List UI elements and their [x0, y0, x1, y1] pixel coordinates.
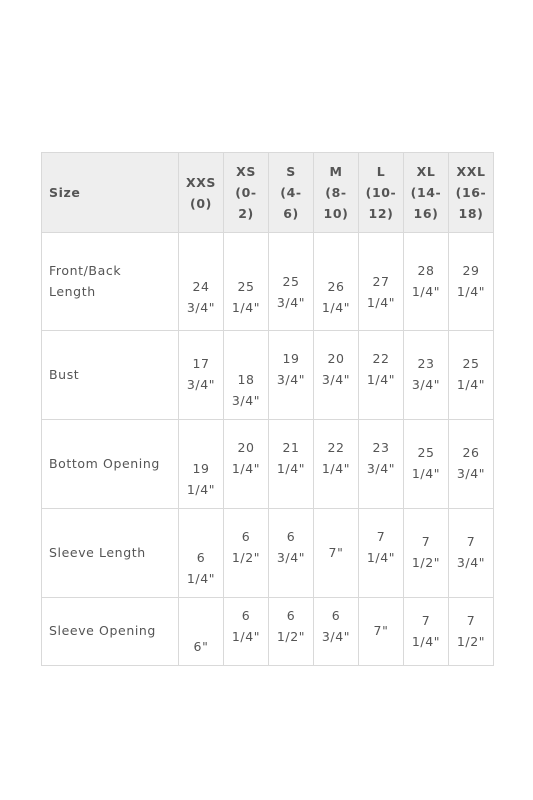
- cell-bust-l: 22 1/4": [359, 331, 404, 420]
- header-size-l: L (10- 12): [359, 153, 404, 233]
- cell-bust-xs: 18 3/4": [224, 331, 269, 420]
- cell-front-back-length-xxl: 29 1/4": [449, 233, 494, 331]
- cell-sleeve-length-xs: 6 1/2": [224, 509, 269, 598]
- table-row: [42, 420, 494, 509]
- cell-bottom-opening-xxl: 26 3/4": [449, 420, 494, 509]
- header-size-label: Size: [42, 153, 179, 233]
- cell-front-back-length-xs: 25 1/4": [224, 233, 269, 331]
- cell-bottom-opening-m: 22 1/4": [314, 420, 359, 509]
- header-size-xxl: XXL (16- 18): [449, 153, 494, 233]
- header-size-m: M (8- 10): [314, 153, 359, 233]
- cell-bust-s: 19 3/4": [269, 331, 314, 420]
- row-label-front-back-length: Front/Back Length: [42, 233, 179, 331]
- cell-bust-xxl: 25 1/4": [449, 331, 494, 420]
- cell-bust-m: 20 3/4": [314, 331, 359, 420]
- header-size-s: S (4- 6): [269, 153, 314, 233]
- row-label-sleeve-opening: Sleeve Opening: [42, 598, 179, 666]
- cell-sleeve-opening-xs: 6 1/4": [224, 598, 269, 666]
- header-size-xl: XL (14- 16): [404, 153, 449, 233]
- cell-front-back-length-xl: 28 1/4": [404, 233, 449, 331]
- table-row: [42, 598, 494, 666]
- cell-bust-xl: 23 3/4": [404, 331, 449, 420]
- cell-sleeve-opening-xl: 7 1/4": [404, 598, 449, 666]
- cell-sleeve-opening-s: 6 1/2": [269, 598, 314, 666]
- cell-sleeve-opening-m: 6 3/4": [314, 598, 359, 666]
- cell-bottom-opening-s: 21 1/4": [269, 420, 314, 509]
- cell-sleeve-opening-l: 7": [359, 598, 404, 666]
- table-row: [42, 233, 494, 331]
- cell-front-back-length-xxs: 24 3/4": [179, 233, 224, 331]
- cell-bottom-opening-l: 23 3/4": [359, 420, 404, 509]
- row-label-sleeve-length: Sleeve Length: [42, 509, 179, 598]
- row-label-bust: Bust: [42, 331, 179, 420]
- header-size-xs: XS (0- 2): [224, 153, 269, 233]
- row-label-bottom-opening: Bottom Opening: [42, 420, 179, 509]
- header-row: [42, 153, 494, 233]
- cell-sleeve-length-xxl: 7 3/4": [449, 509, 494, 598]
- cell-sleeve-length-s: 6 3/4": [269, 509, 314, 598]
- cell-sleeve-length-xl: 7 1/2": [404, 509, 449, 598]
- table-row: [42, 331, 494, 420]
- cell-bottom-opening-xs: 20 1/4": [224, 420, 269, 509]
- cell-sleeve-length-m: 7": [314, 509, 359, 598]
- header-size-xxs: XXS (0): [179, 153, 224, 233]
- cell-bottom-opening-xxs: 19 1/4": [179, 420, 224, 509]
- cell-front-back-length-s: 25 3/4": [269, 233, 314, 331]
- cell-sleeve-length-l: 7 1/4": [359, 509, 404, 598]
- cell-front-back-length-m: 26 1/4": [314, 233, 359, 331]
- cell-sleeve-opening-xxl: 7 1/2": [449, 598, 494, 666]
- cell-bust-xxs: 17 3/4": [179, 331, 224, 420]
- table-row: [42, 509, 494, 598]
- cell-sleeve-length-xxs: 6 1/4": [179, 509, 224, 598]
- size-chart-table: [41, 152, 494, 666]
- cell-front-back-length-l: 27 1/4": [359, 233, 404, 331]
- cell-bottom-opening-xl: 25 1/4": [404, 420, 449, 509]
- cell-sleeve-opening-xxs: 6": [179, 598, 224, 666]
